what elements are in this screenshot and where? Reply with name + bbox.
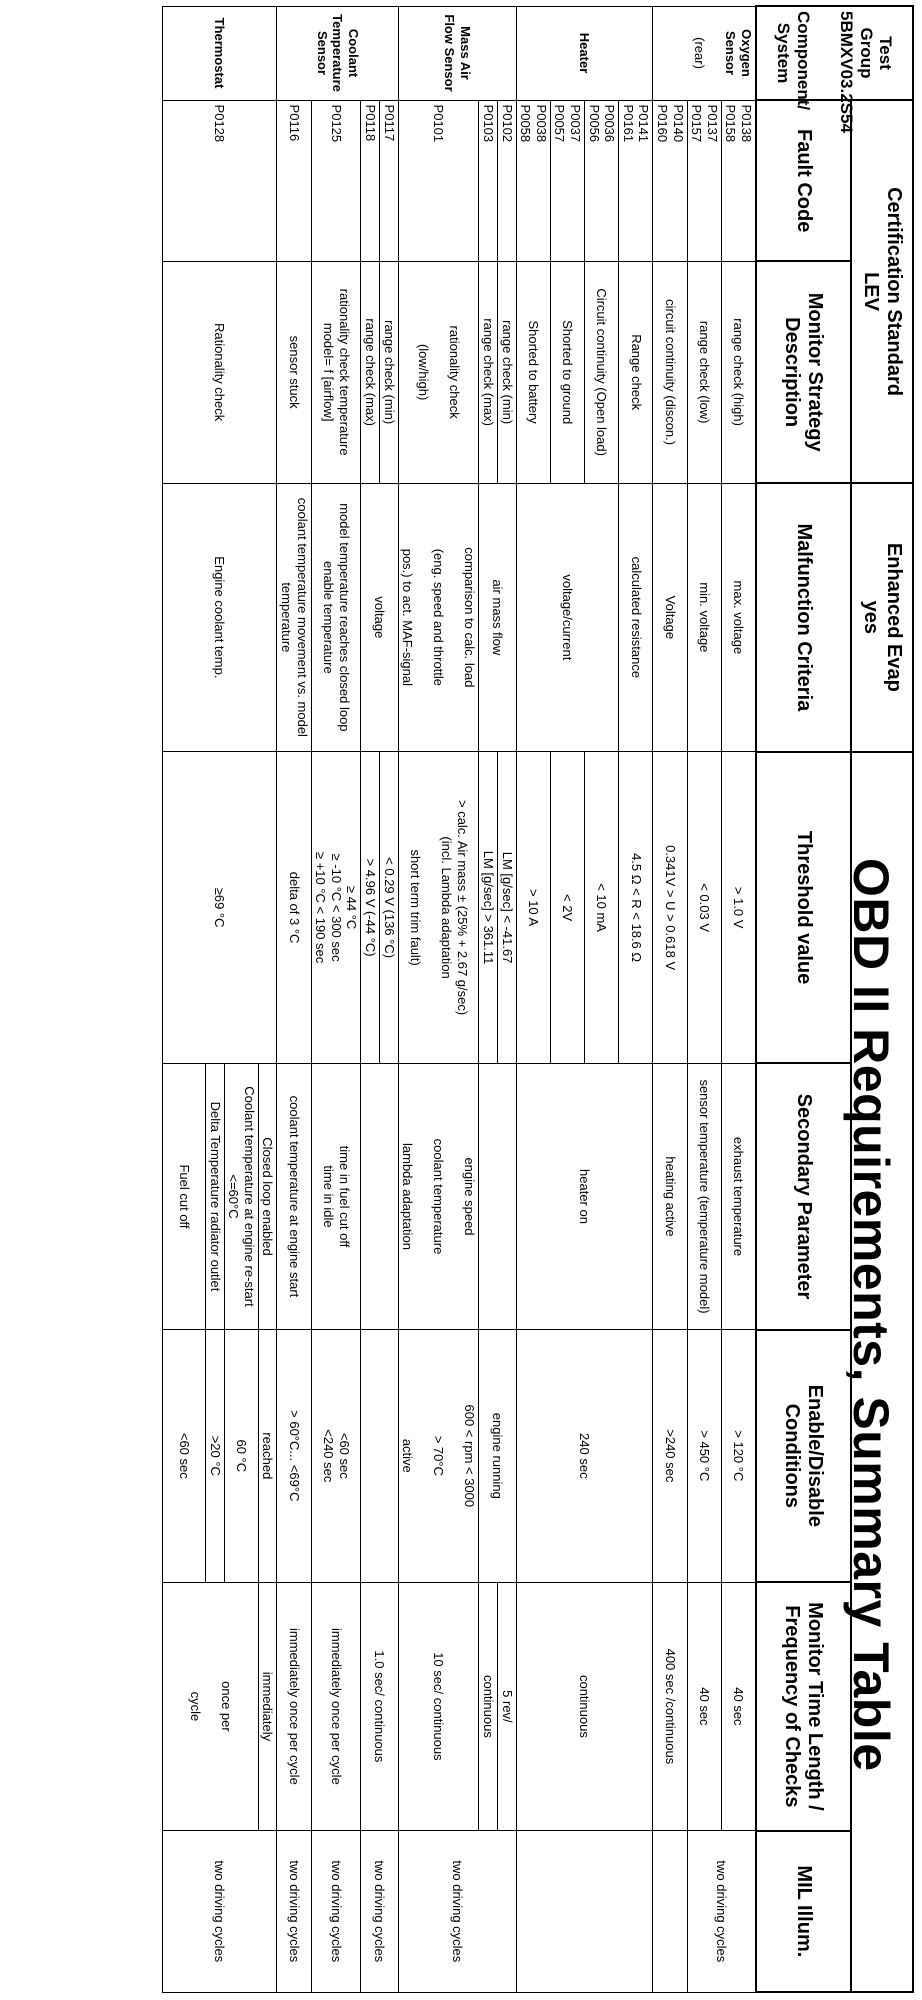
fault-code: P0056 bbox=[586, 104, 602, 143]
fault-code-cell bbox=[550, 100, 584, 261]
malfunction-cell: Voltage bbox=[653, 483, 687, 752]
table-row bbox=[311, 6, 361, 1992]
table-row bbox=[258, 6, 277, 1992]
col-malfunction: Malfunction Criteria bbox=[756, 483, 851, 752]
strategy-cell: Shorted to battery bbox=[516, 261, 550, 483]
secondary-cell: Closed loop enabled bbox=[258, 1063, 277, 1329]
table-row bbox=[619, 6, 653, 1992]
monitor-cell: 10 sec/ continuous bbox=[398, 1582, 479, 1831]
strategy-cell: sensor stuck bbox=[277, 261, 311, 483]
obd-summary-table bbox=[162, 5, 914, 1993]
fault-code-cell: P0117 bbox=[379, 100, 398, 261]
enable-text: <240 sec bbox=[320, 1429, 336, 1483]
test-group-value: 5BMXV03.2S54 bbox=[837, 11, 857, 133]
fault-code: P0057 bbox=[552, 104, 568, 143]
secondary-cell: coolant temperature at engine start bbox=[277, 1063, 311, 1329]
fault-code: P0038 bbox=[533, 104, 549, 143]
mil-cell-empty bbox=[516, 1831, 653, 1992]
fault-code: P0037 bbox=[568, 104, 584, 143]
secondary-cell-empty bbox=[479, 1063, 516, 1329]
threshold-cell: < 0.29 V (136 °C) bbox=[379, 752, 398, 1064]
secondary-cell: Delta Temperature radiator outlet bbox=[206, 1063, 225, 1329]
malfunction-cell: voltage bbox=[361, 483, 398, 752]
mil-cell: two driving cycles bbox=[277, 1831, 311, 1992]
malfunction-text: pos.) to act. MAF-signal bbox=[400, 548, 416, 686]
table-row bbox=[479, 6, 498, 1992]
enable-cell: <60 sec bbox=[163, 1330, 206, 1583]
threshold-text: > calc. Air mass ± (25% + 2.67 g/sec) bbox=[454, 799, 470, 1016]
threshold-text: short term trim fault) bbox=[407, 849, 423, 966]
col-fault-code: Fault Code bbox=[756, 100, 851, 261]
fault-code-cell: P0102 bbox=[498, 100, 517, 261]
enable-cell: > 450 °C bbox=[687, 1330, 721, 1583]
secondary-cell: heater on bbox=[516, 1063, 653, 1329]
secondary-cell: Coolant temperature at engine re-start <=60°C bbox=[224, 1063, 258, 1329]
secondary-text: time in fuel cut off bbox=[336, 1145, 352, 1248]
secondary-cell: exhaust temperature bbox=[721, 1063, 756, 1329]
secondary-cell bbox=[398, 1063, 479, 1329]
strategy-cell: range check (min) bbox=[379, 261, 398, 483]
fault-code-cell: P0101 bbox=[398, 100, 479, 261]
threshold-cell: delta of 3 °C bbox=[277, 752, 311, 1064]
enable-cell-empty bbox=[361, 1330, 398, 1583]
fault-code-cell: P0118 bbox=[361, 100, 380, 261]
fault-code-cell: P0125 bbox=[311, 100, 361, 261]
fault-code: P0140 bbox=[670, 104, 686, 143]
fault-code: P0157 bbox=[689, 104, 705, 143]
threshold-cell: > 4.96 V (-44 °C) bbox=[361, 752, 380, 1064]
fault-code-cell: P0116 bbox=[277, 100, 311, 261]
strategy-cell: circuit continuity (discon.) bbox=[653, 261, 687, 483]
secondary-cell: sensor temperature (temperature model) bbox=[687, 1063, 721, 1329]
col-threshold: Threshold value bbox=[756, 752, 851, 1064]
threshold-cell: 0.341V > U > 0.618 V bbox=[653, 752, 687, 1064]
enable-text: > 70°C bbox=[431, 1435, 447, 1476]
malfunction-cell: max. voltage bbox=[721, 483, 756, 752]
threshold-cell: LM [g/sec] < -41.67 bbox=[498, 752, 517, 1064]
col-monitor-time: Monitor Time Length / Frequency of Checks bbox=[756, 1582, 851, 1831]
evap-value: yes bbox=[860, 600, 882, 635]
malfunction-cell: coolant temperature movement vs. model temperature bbox=[277, 483, 311, 752]
strategy-text: rationality check bbox=[446, 325, 462, 419]
monitor-cell bbox=[163, 1582, 259, 1831]
threshold-cell: LM [g/sec] > 361.11 bbox=[479, 752, 498, 1064]
secondary-cell: Fuel cut off bbox=[163, 1063, 206, 1329]
enable-cell: > 60°C... <69°C bbox=[277, 1330, 311, 1583]
monitor-cell: 40 sec bbox=[721, 1582, 756, 1831]
test-group-label: Test Group bbox=[856, 27, 896, 79]
strategy-cell: Shorted to ground bbox=[550, 261, 584, 483]
threshold-text: ≥ +10 °C < 190 sec bbox=[313, 851, 329, 964]
secondary-cell-empty bbox=[361, 1063, 398, 1329]
evap-cell bbox=[851, 483, 913, 752]
col-mil: MIL Illum. bbox=[756, 1831, 851, 1992]
monitor-cell: immediately once per cycle bbox=[311, 1582, 361, 1831]
strategy-text: (low/high) bbox=[415, 343, 431, 401]
malfunction-cell: model temperature reaches closed loop enable temperature bbox=[311, 483, 361, 752]
secondary-cell bbox=[311, 1063, 361, 1329]
fault-code: P0036 bbox=[602, 104, 618, 143]
table-row bbox=[653, 6, 687, 1992]
component-cell: Thermostat bbox=[163, 6, 277, 100]
malfunction-cell: air mass flow bbox=[479, 483, 516, 752]
threshold-cell bbox=[311, 752, 361, 1064]
enable-cell bbox=[311, 1330, 361, 1583]
cert-cell bbox=[851, 100, 913, 483]
fault-code-cell bbox=[721, 100, 756, 261]
threshold-text: (incl. Lambda adaptation bbox=[439, 836, 455, 979]
strategy-cell: Circuit continuity (Open load) bbox=[585, 261, 619, 483]
enable-cell bbox=[398, 1330, 479, 1583]
strategy-cell bbox=[398, 261, 479, 483]
monitor-cell: immediately once per cycle bbox=[277, 1582, 311, 1831]
cert-label: Certification Standard bbox=[883, 187, 905, 396]
mil-cell: two driving cycles bbox=[398, 1831, 516, 1992]
fault-code-cell bbox=[619, 100, 653, 261]
monitor-text: once per bbox=[218, 1681, 234, 1732]
col-enable: Enable/Disable Conditions bbox=[756, 1330, 851, 1583]
monitor-cell: 1.0 sec/ continuous bbox=[361, 1582, 398, 1831]
o2-component-sub: (rear) bbox=[692, 37, 708, 69]
malfunction-cell: voltage/current bbox=[516, 483, 619, 752]
malfunction-cell: min. voltage bbox=[687, 483, 721, 752]
test-group-cell bbox=[756, 6, 913, 133]
mil-cell: two driving cycles bbox=[361, 1831, 398, 1992]
cert-value: LEV bbox=[860, 272, 882, 311]
fault-code: P0138 bbox=[739, 104, 754, 143]
fault-code-cell bbox=[516, 100, 550, 261]
fault-code-cell bbox=[585, 100, 619, 261]
fault-code: P0161 bbox=[620, 104, 636, 143]
malfunction-cell: Engine coolant temp. bbox=[163, 483, 277, 752]
strategy-cell: range check (high) bbox=[721, 261, 756, 483]
threshold-cell bbox=[398, 752, 479, 1064]
enable-cell: reached bbox=[258, 1330, 277, 1583]
monitor-cell: 40 sec bbox=[687, 1582, 721, 1831]
col-component: Component/ System bbox=[774, 11, 813, 111]
component-cell: Mass Air Flow Sensor bbox=[398, 6, 516, 100]
col-secondary: Secondary Parameter bbox=[756, 1063, 851, 1329]
strategy-cell: range check (max) bbox=[361, 261, 380, 483]
table-row bbox=[277, 6, 311, 1992]
header-row-cert bbox=[851, 6, 913, 1992]
threshold-cell: > 1.0 V bbox=[721, 752, 756, 1064]
threshold-cell: < 0.03 V bbox=[687, 752, 721, 1064]
strategy-cell: Rationality check bbox=[163, 261, 277, 483]
malfunction-cell: calculated resistance bbox=[619, 483, 653, 752]
threshold-cell: ≥69 °C bbox=[163, 752, 277, 1064]
enable-text: 600 < rpm < 3000 bbox=[462, 1404, 478, 1508]
monitor-text: cycle bbox=[187, 1691, 203, 1722]
table-row bbox=[398, 6, 479, 1992]
table-row bbox=[687, 6, 721, 1992]
threshold-cell: 4.5 Ω < R < 18.6 Ω bbox=[619, 752, 653, 1064]
fault-code-cell: P0128 bbox=[163, 100, 277, 261]
threshold-text: ≥ -10 °C < 300 sec bbox=[328, 853, 344, 962]
secondary-text: coolant temperature bbox=[431, 1138, 447, 1255]
secondary-text: time in idle bbox=[320, 1165, 336, 1228]
fault-code-cell bbox=[687, 100, 721, 261]
evap-label: Enhanced Evap bbox=[883, 542, 905, 692]
enable-cell: 240 sec bbox=[516, 1330, 653, 1583]
enable-cell: >20 °C bbox=[206, 1330, 225, 1583]
table-row bbox=[721, 6, 756, 1992]
monitor-cell: continuous bbox=[479, 1582, 498, 1831]
strategy-cell: rationality check temperature model= f [airflow] bbox=[311, 261, 361, 483]
malfunction-text: (eng. speed and throttle bbox=[431, 548, 447, 687]
monitor-cell: 5 rev/ bbox=[498, 1582, 517, 1831]
threshold-cell: < 10 mA bbox=[585, 752, 619, 1064]
threshold-cell: > 10 A bbox=[516, 752, 550, 1064]
secondary-text: engine speed bbox=[462, 1157, 478, 1236]
monitor-cell: 400 sec /continuous bbox=[653, 1582, 687, 1831]
secondary-cell: heating active bbox=[653, 1063, 687, 1329]
fault-code: P0158 bbox=[723, 104, 739, 143]
mil-cell-empty bbox=[653, 1831, 687, 1992]
malfunction-text: comparison to calc. load bbox=[462, 547, 478, 688]
fault-code-cell bbox=[653, 100, 687, 261]
malfunction-cell bbox=[398, 483, 479, 752]
secondary-text: lambda adaptation bbox=[400, 1143, 416, 1250]
mil-cell: two driving cycles bbox=[687, 1831, 756, 1992]
fault-code: P0058 bbox=[518, 104, 534, 143]
mil-cell: two driving cycles bbox=[163, 1831, 277, 1992]
title-space bbox=[851, 752, 913, 1992]
enable-text: active bbox=[400, 1438, 416, 1473]
component-cell: Coolant Temperature Sensor bbox=[277, 6, 398, 100]
component-cell: Heater bbox=[516, 6, 653, 100]
fault-code: P0160 bbox=[655, 104, 671, 143]
threshold-text: ≥ 44 °C bbox=[344, 885, 360, 930]
strategy-cell: Range check bbox=[619, 261, 653, 483]
mil-cell: two driving cycles bbox=[311, 1831, 361, 1992]
monitor-cell: continuous bbox=[516, 1582, 653, 1831]
strategy-cell: range check (min) bbox=[498, 261, 517, 483]
page-title: OBD II Requirements, Summary Table bbox=[843, 858, 899, 1772]
enable-cell: engine running bbox=[479, 1330, 516, 1583]
o2-component: Oxygen Sensor bbox=[723, 29, 754, 77]
table-row bbox=[379, 6, 398, 1992]
enable-cell: 60 °C bbox=[224, 1330, 258, 1583]
table-row bbox=[498, 6, 517, 1992]
enable-cell: >240 sec bbox=[653, 1330, 687, 1583]
monitor-cell: immediately bbox=[258, 1582, 277, 1831]
strategy-cell: range check (max) bbox=[479, 261, 498, 483]
col-monitor-strategy: Monitor Strategy Description bbox=[756, 261, 851, 483]
header-row-columns bbox=[756, 6, 851, 1992]
enable-text: <60 sec bbox=[336, 1432, 352, 1479]
strategy-cell: range check (low) bbox=[687, 261, 721, 483]
fault-code: P0141 bbox=[636, 104, 652, 143]
enable-cell: > 120 °C bbox=[721, 1330, 756, 1583]
fault-code: P0137 bbox=[704, 104, 720, 143]
fault-code-cell: P0103 bbox=[479, 100, 498, 261]
threshold-cell: < 2V bbox=[550, 752, 584, 1064]
component-cell bbox=[653, 6, 756, 100]
